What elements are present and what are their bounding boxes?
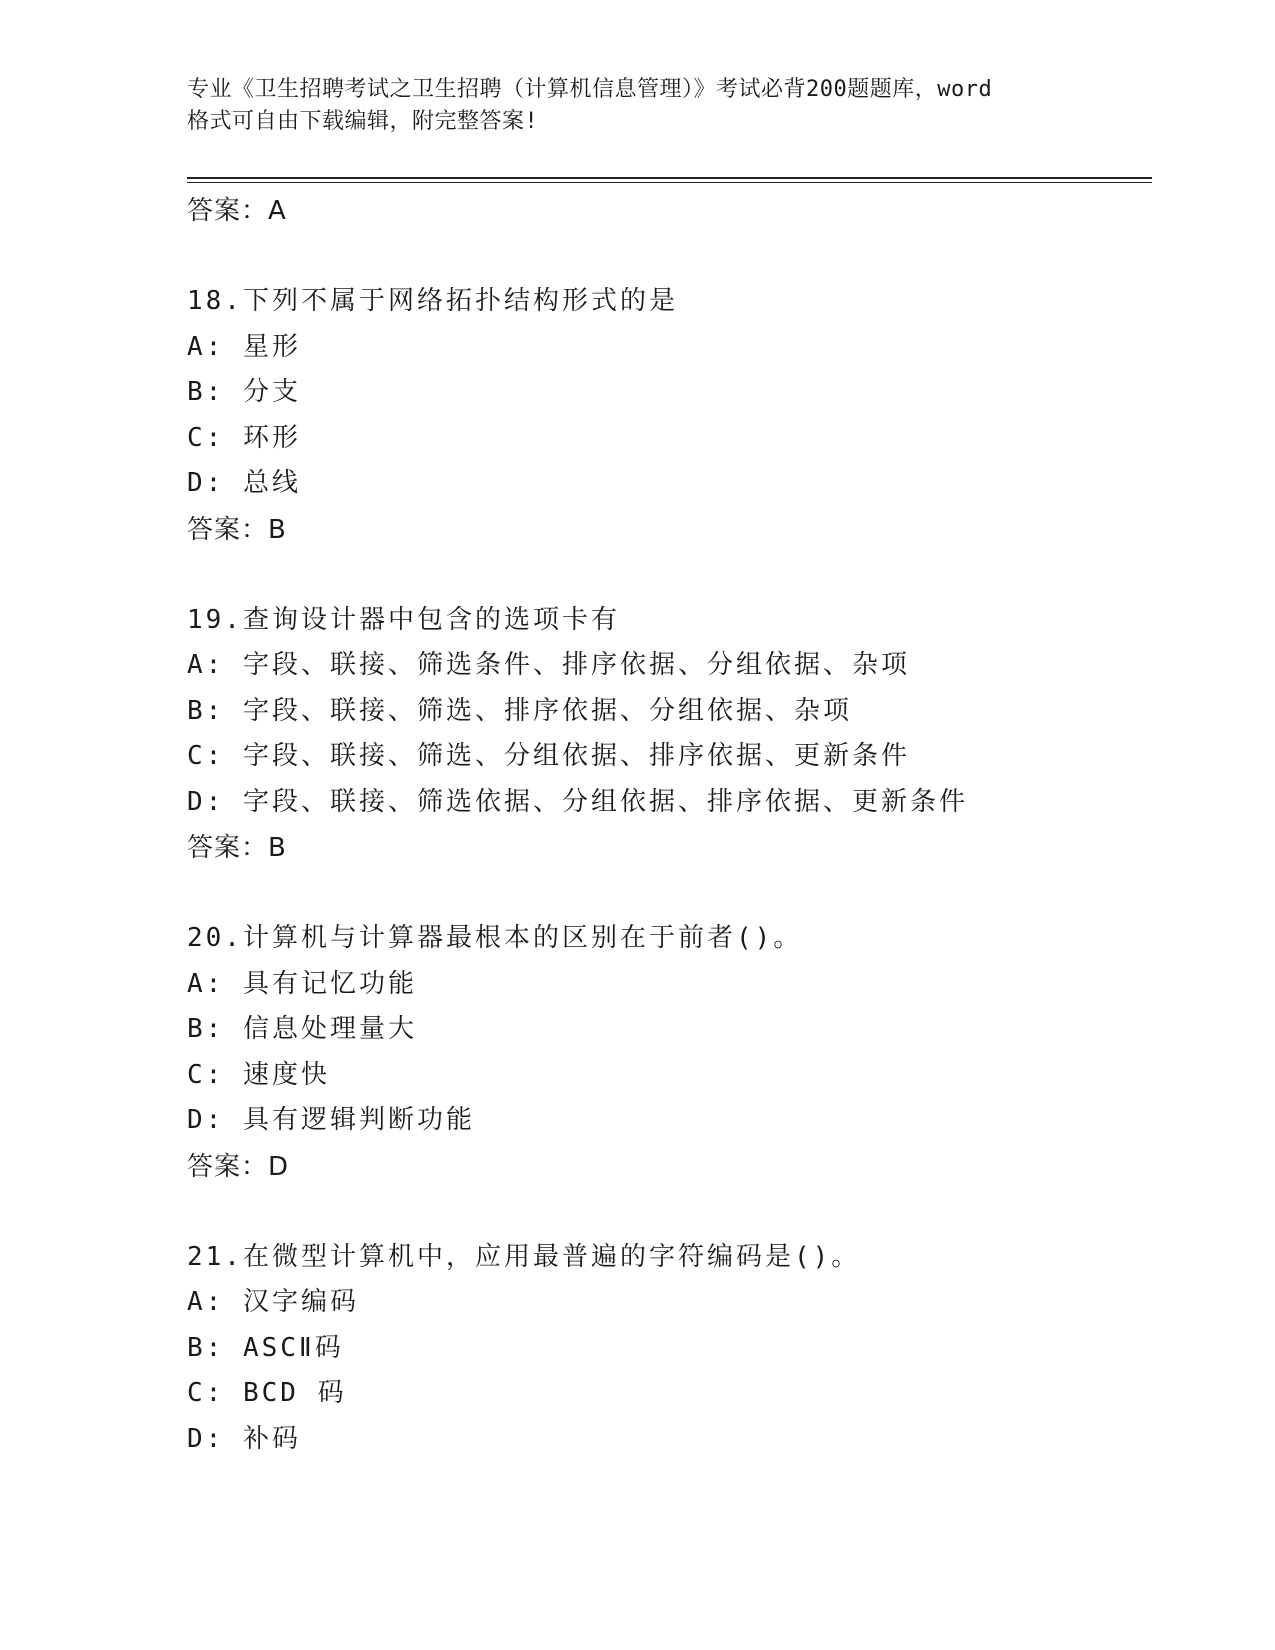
question-20 [187, 916, 1152, 1190]
question-title: 18.下列不属于网络拓扑结构形式的是 [187, 286, 678, 316]
header-divider-thin [187, 182, 1152, 183]
option-a: A: 汉字编码 [187, 1287, 359, 1317]
answer-line: 答案：B [187, 833, 287, 863]
header-divider-thick [187, 177, 1152, 179]
document-header [187, 74, 1087, 138]
option-d: D: 总线 [187, 468, 301, 498]
question-title: 19.查询设计器中包含的选项卡有 [187, 604, 620, 635]
option-c: C: 环形 [187, 422, 301, 453]
option-b: B: ASCⅡ码 [187, 1332, 344, 1363]
question-21 [187, 1235, 1152, 1463]
option-d: D: 具有逻辑判断功能 [187, 1105, 475, 1135]
option-a: A: 星形 [187, 331, 301, 362]
answer-line: 答案：B [187, 514, 287, 545]
option-b: B: 字段、联接、筛选、排序依据、分组依据、杂项 [187, 695, 852, 726]
option-c: C: 速度快 [187, 1059, 330, 1090]
question-19 [187, 598, 1152, 872]
question-title: 21.在微型计算机中，应用最普遍的字符编码是()。 [187, 1241, 861, 1272]
option-c: C: 字段、联接、筛选、分组依据、排序依据、更新条件 [187, 741, 910, 771]
option-b: B: 信息处理量大 [187, 1014, 417, 1044]
header-line-2: 格式可自由下载编辑，附完整答案! [187, 109, 539, 134]
header-line-1: 专业《卫生招聘考试之卫生招聘（计算机信息管理）》考试必背200题题库，word [187, 77, 993, 102]
answer-line: 答案：A [187, 196, 287, 226]
question-title: 20.计算机与计算器最根本的区别在于前者()。 [187, 923, 803, 953]
question-18 [187, 279, 1152, 553]
answer-line: 答案：D [187, 1151, 290, 1182]
option-a: A: 字段、联接、筛选条件、排序依据、分组依据、杂项 [187, 650, 910, 680]
question-list [187, 188, 1152, 1462]
option-d: D: 补码 [187, 1423, 301, 1454]
option-c: C: BCD 码 [187, 1378, 347, 1408]
option-b: B: 分支 [187, 377, 301, 407]
option-d: D: 字段、联接、筛选依据、分组依据、排序依据、更新条件 [187, 786, 968, 817]
option-a: A: 具有记忆功能 [187, 968, 417, 999]
